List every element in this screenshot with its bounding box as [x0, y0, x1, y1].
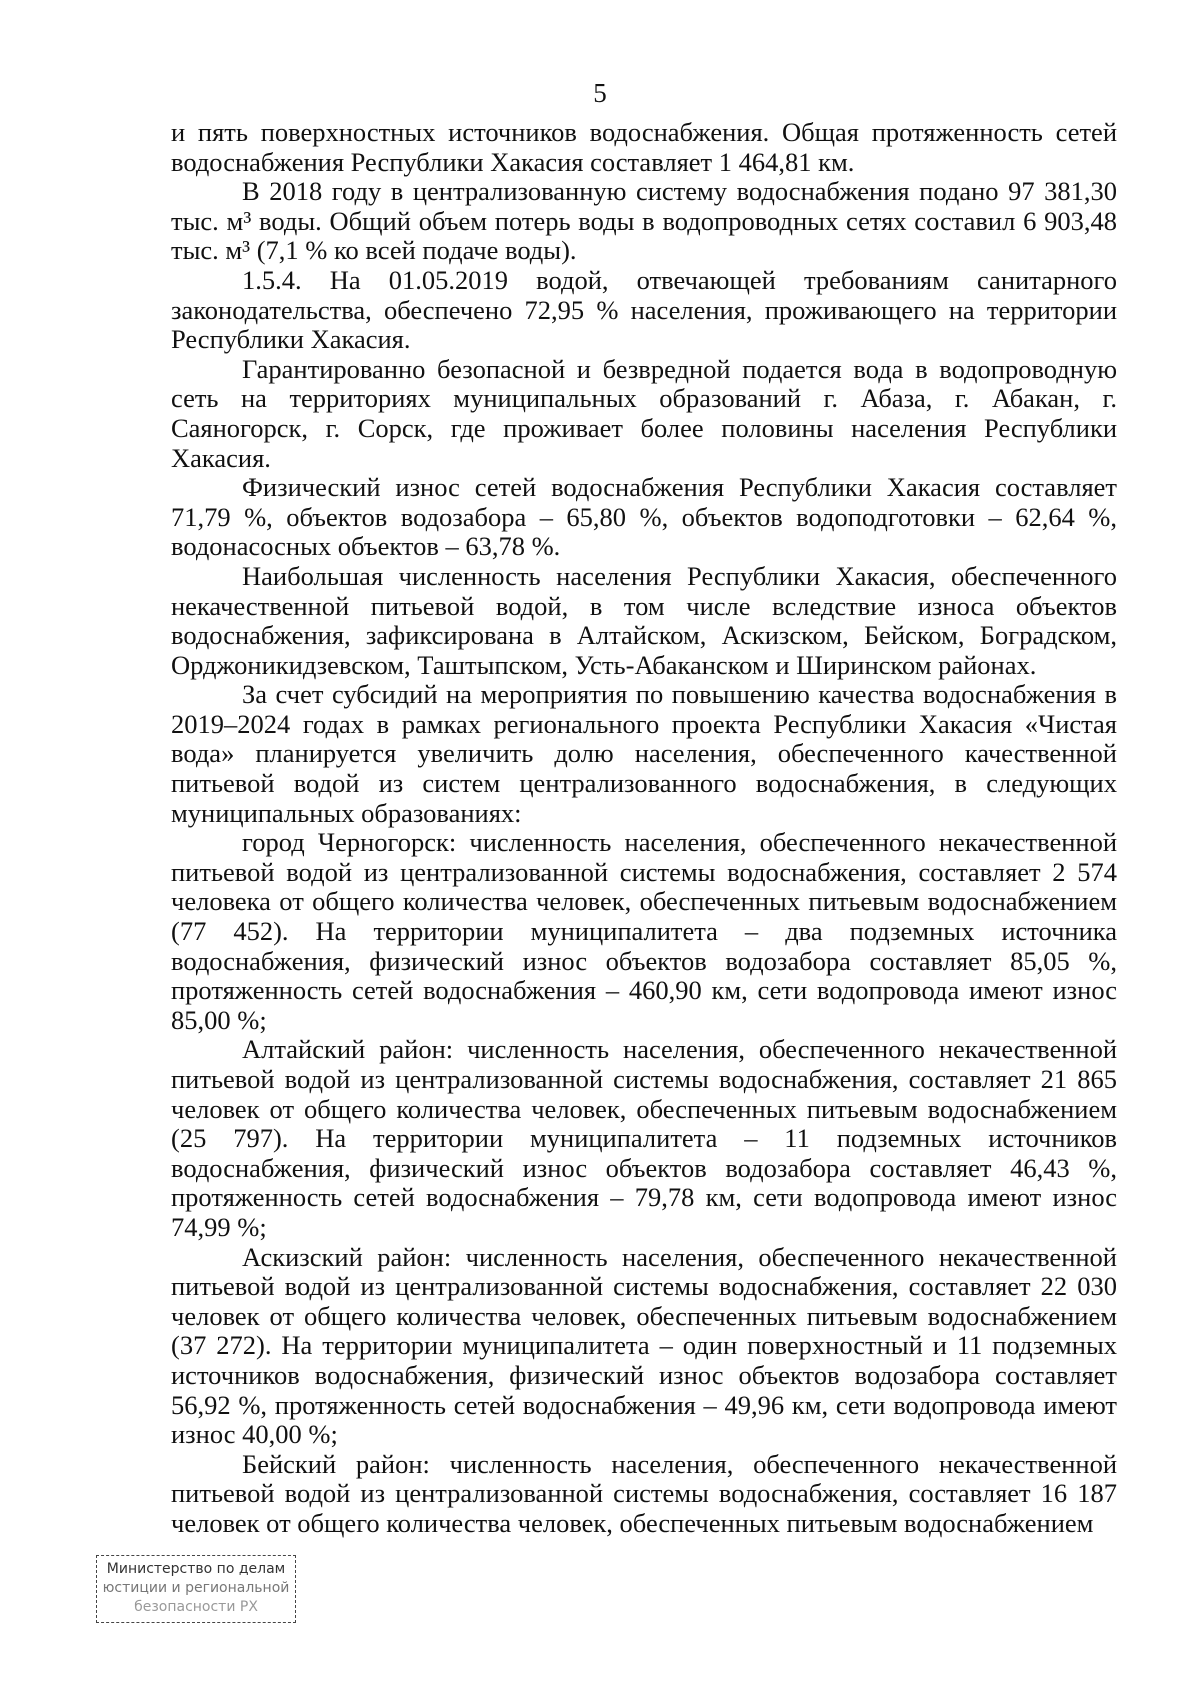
ministry-stamp	[96, 1555, 296, 1623]
stamp-line-2: юстиции и региональной	[102, 1580, 290, 1596]
paragraph-1: и пять поверхностных источников водоснабжения. Общая протяженность сетей водоснабжения Республики Хакасия составляет 1 464,81 км.	[171, 117, 1117, 177]
paragraph-4: Гарантированно безопасной и безвредной подается вода в водопроводную сеть на территориях муниципальных образований г. Абаза, г. Абакан, г. Саяногорск, г. Сорск, где проживает более половины населения Республики Хакасия.	[171, 353, 1117, 473]
paragraph-2: В 2018 году в централизованную систему водоснабжения подано 97 381,30 тыс. м³ воды. Общий объем потерь воды в водопроводных сетях составил 6 903,48 тыс. м³ (7,1 % ко всей подаче воды).	[171, 176, 1117, 266]
paragraph-6: Наибольшая численность населения Республики Хакасия, обеспеченного некачественной питьевой водой, в том числе вследствие износа объектов водоснабжения, зафиксирована в Алтайском, Аскизском, Бейском, Боградском, Орджоникидзевском, Таштыпском, Усть-Абаканском и Ширинском районах.	[171, 560, 1117, 680]
stamp-line-3: безопасности РХ	[134, 1599, 258, 1615]
document-body	[171, 118, 1117, 1539]
paragraph-7: За счет субсидий на мероприятия по повышению качества водоснабжения в 2019–2024 годах в рамках регионального проекта Республики Хакасия «Чистая вода» планируется увеличить долю населения, обеспеченного качественной питьевой водой из систем централизованного водоснабжения, в следующих муниципальных образованиях:	[171, 679, 1117, 828]
paragraph-3: 1.5.4. На 01.05.2019 водой, отвечающей требованиям санитарного законодательства, обеспечено 72,95 % населения, проживающего на территории Республики Хакасия.	[171, 264, 1117, 355]
paragraph-11: Бейский район: численность населения, обеспеченного некачественной питьевой водой из централизованной системы водоснабжения, составляет 16 187 человек от общего количества человек, обеспеченных питьевым водоснабжением	[171, 1448, 1117, 1538]
paragraph-5: Физический износ сетей водоснабжения Республики Хакасия составляет 71,79 %, объектов водозабора – 65,80 %, объектов водоподготовки – 62,64 %, водонасосных объектов – 63,78 %.	[171, 472, 1117, 562]
page-number: 5	[593, 78, 607, 108]
stamp-line-1: Министерство по делам	[106, 1561, 286, 1577]
paragraph-8: город Черногорск: численность населения, обеспеченного некачественной питьевой водой из централизованной системы водоснабжения, составляет 2 574 человека от общего количества человек, обеспеченных питьевым водоснабжением (77 452). На территории муниципалитета – два подземных источника водоснабжения, физический износ объектов водозабора составляет 85,05 %, протяженность сетей водоснабжения – 460,90 км, сети водопровода имеют износ 85,00 %;	[171, 827, 1117, 1035]
paragraph-9: Алтайский район: численность населения, обеспеченного некачественной питьевой водой из централизованной системы водоснабжения, составляет 21 865 человек от общего количества человек, обеспеченных питьевым водоснабжением (25 797). На территории муниципалитета – 11 подземных источников водоснабжения, физический износ объектов водозабора составляет 46,43 %, протяженность сетей водоснабжения – 79,78 км, сети водопровода имеют износ 74,99 %;	[171, 1034, 1117, 1242]
paragraph-10: Аскизский район: численность населения, обеспеченного некачественной питьевой водой из централизованной системы водоснабжения, составляет 22 030 человек от общего количества человек, обеспеченных питьевым водоснабжением (37 272). На территории муниципалитета – один поверхностный и 11 подземных источников водоснабжения, физический износ объектов водозабора составляет 56,92 %, протяженность сетей водоснабжения – 49,96 км, сети водопровода имеют износ 40,00 %;	[171, 1241, 1117, 1450]
